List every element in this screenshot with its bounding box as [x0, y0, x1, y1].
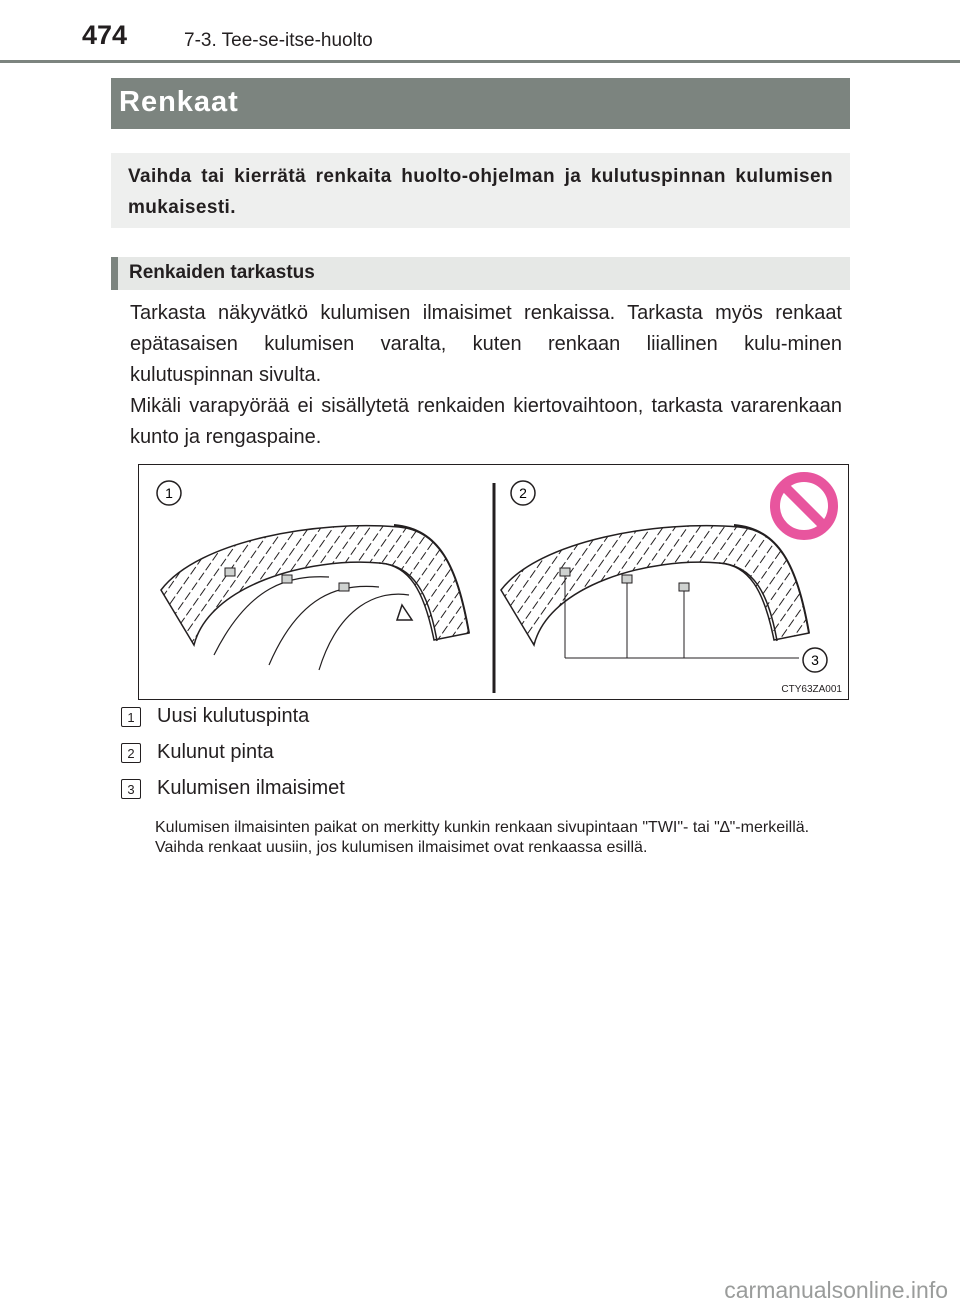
legend-label: Kulunut pinta	[157, 741, 274, 763]
paragraph-1: Tarkasta näkyvätkö kulumisen ilmaisimet renkaissa. Tarkasta myös renkaat epätasaisen kulumisen varalta, kuten renkaan liiallinen kulu-minen kulutuspinnan sivulta.	[130, 302, 842, 386]
tire-illustration	[139, 465, 850, 701]
svg-text:1: 1	[165, 485, 173, 501]
section-title: 7-3. Tee-se-itse-huolto	[184, 30, 373, 51]
legend-number: 1	[121, 707, 141, 727]
body-text	[130, 298, 842, 453]
tire-figure	[138, 464, 849, 700]
legend-number: 3	[121, 779, 141, 799]
heading-accent	[111, 257, 118, 290]
watermark: carmanualsonline.info	[724, 1277, 948, 1303]
new-tread-tire	[161, 525, 469, 670]
title-bar	[111, 78, 850, 129]
figure-code: CTY63ZA001	[781, 684, 842, 695]
prohibited-icon	[775, 477, 833, 535]
intro-text: Vaihda tai kierrätä renkaita huolto-ohjelman ja kulutuspinnan kulumisen mukaisesti.	[128, 166, 833, 218]
svg-text:3: 3	[811, 652, 819, 668]
subsection-heading: Renkaiden tarkastus	[129, 262, 315, 283]
paragraph-2: Mikäli varapyörää ei sisällytetä renkaiden kiertovaihtoon, tarkasta vararenkaan kunto ja rengaspaine.	[130, 395, 842, 448]
callout-1	[157, 481, 181, 505]
note-text	[155, 818, 842, 858]
subsection-heading-bar	[111, 257, 850, 290]
legend-label: Kulumisen ilmaisimet	[157, 777, 345, 799]
page-number: 474	[82, 20, 128, 50]
header-divider	[0, 60, 960, 63]
note-line-1: Kulumisen ilmaisinten paikat on merkitty kunkin renkaan sivupintaan "TWI"- tai "∆"-merkeillä.	[155, 819, 810, 836]
svg-text:2: 2	[519, 485, 527, 501]
worn-tread-tire	[501, 525, 809, 658]
legend-label: Uusi kulutuspinta	[157, 705, 310, 727]
intro-box	[111, 153, 850, 228]
callout-2	[511, 481, 535, 505]
page-title: Renkaat	[119, 86, 239, 118]
callout-3	[803, 648, 827, 672]
note-line-2: Vaihda renkaat uusiin, jos kulumisen ilmaisimet ovat renkaassa esillä.	[155, 839, 648, 856]
legend-number: 2	[121, 743, 141, 763]
